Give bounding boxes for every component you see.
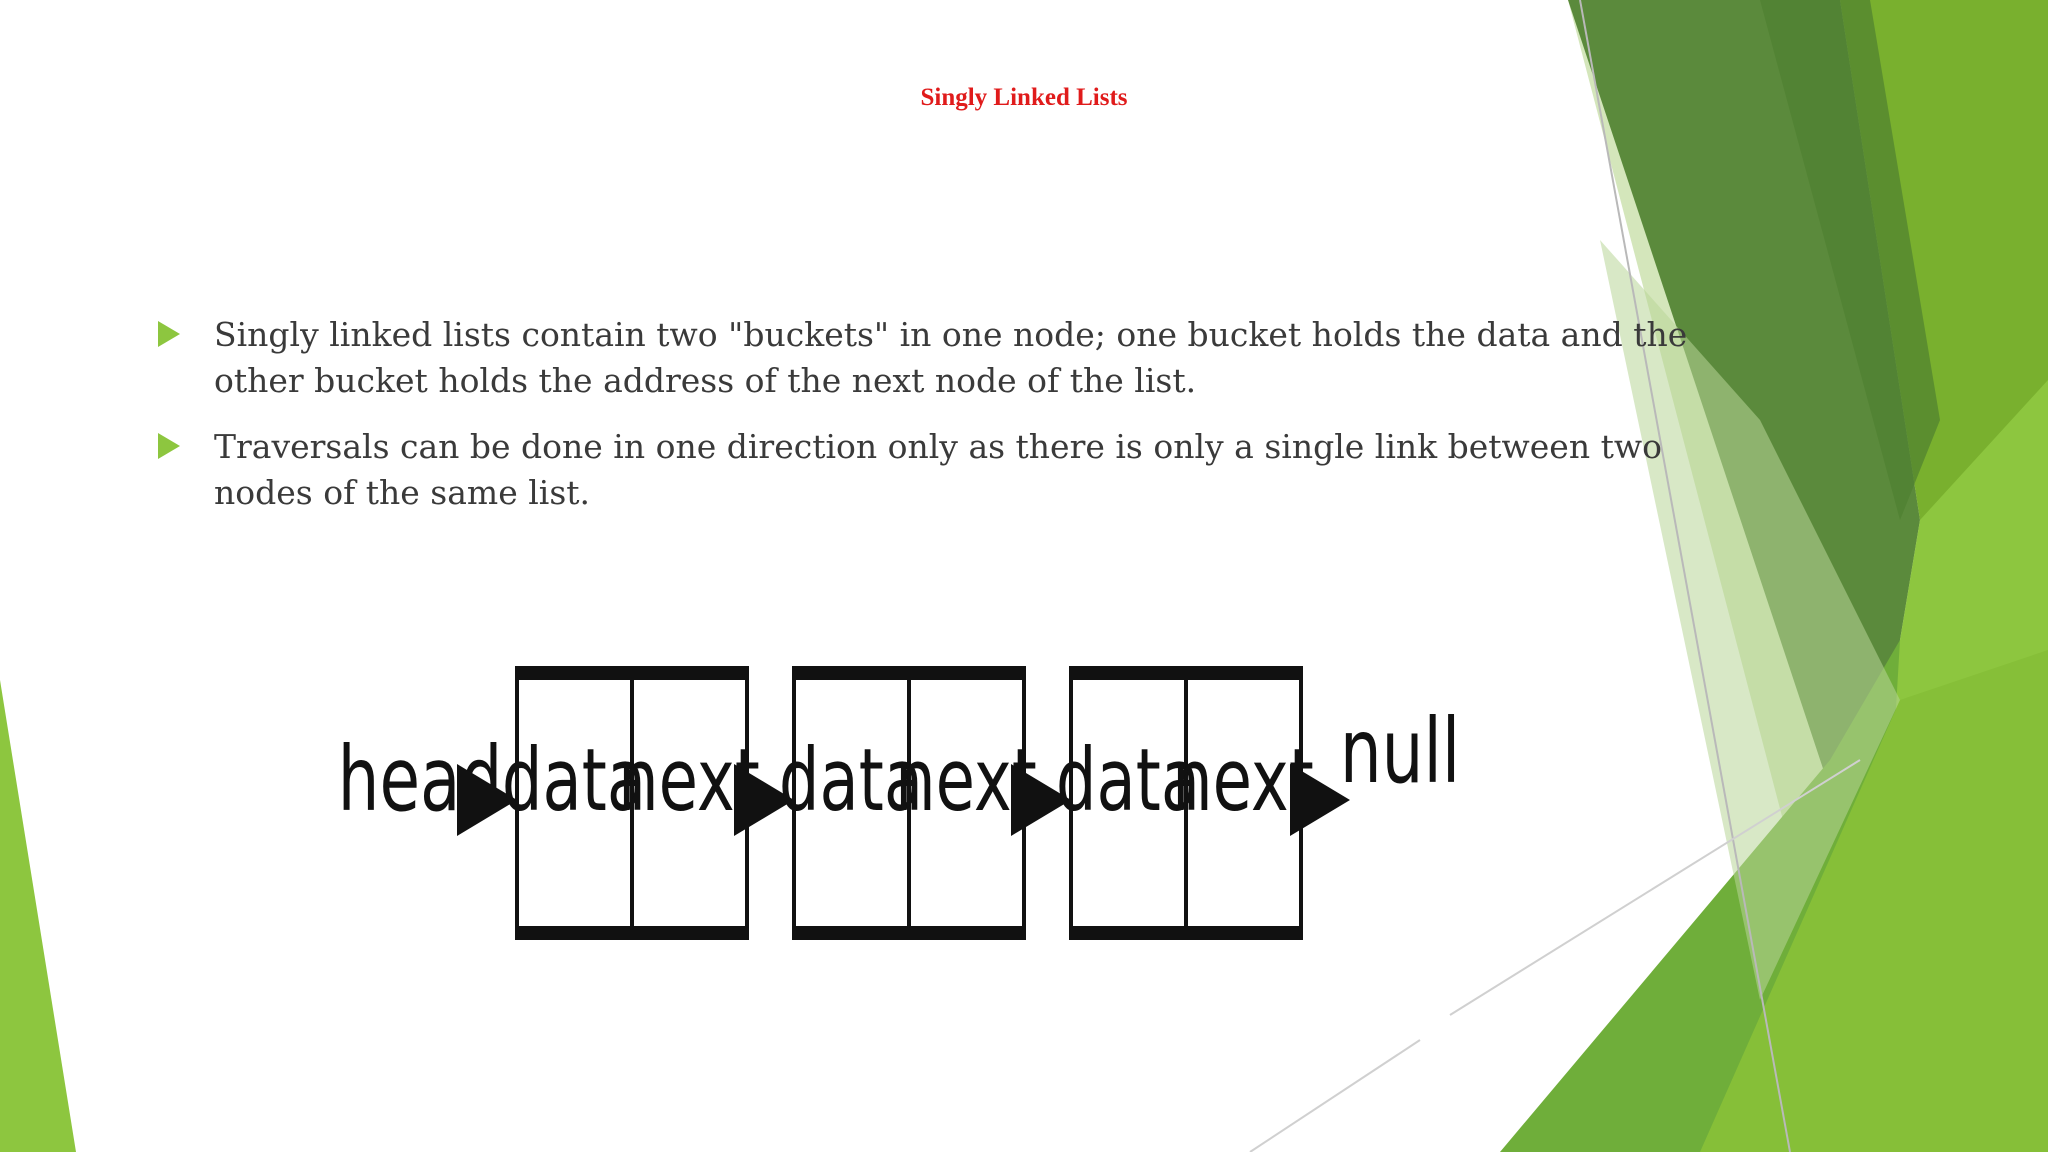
node-next-label: next: [1172, 729, 1314, 831]
node-data-label: data: [778, 729, 924, 831]
node-next-label: next: [895, 729, 1037, 831]
list-node: [502, 668, 760, 938]
list-node: [1056, 668, 1314, 938]
list-node: [779, 668, 1037, 938]
node-data-label: data: [501, 729, 647, 831]
bullet-list: [158, 312, 1748, 536]
linked-list-diagram: [337, 650, 1461, 950]
null-label: null: [1339, 700, 1461, 804]
node-next-label: next: [618, 729, 760, 831]
bullet-item: [158, 424, 1748, 516]
node-data-label: data: [1055, 729, 1201, 831]
bullet-item: [158, 312, 1748, 404]
bullet-text: Traversals can be done in one direction only as there is only a single link between two nodes of the same list.: [214, 427, 1662, 512]
triangle-right-icon: [158, 433, 180, 459]
slide-title: Singly Linked Lists: [920, 84, 1128, 111]
triangle-right-icon: [158, 321, 180, 347]
head-label: head: [337, 728, 503, 832]
bullet-text: Singly linked lists contain two "buckets" in one node; one bucket holds the data and the other bucket holds the address of the next node of the list.: [214, 315, 1688, 400]
